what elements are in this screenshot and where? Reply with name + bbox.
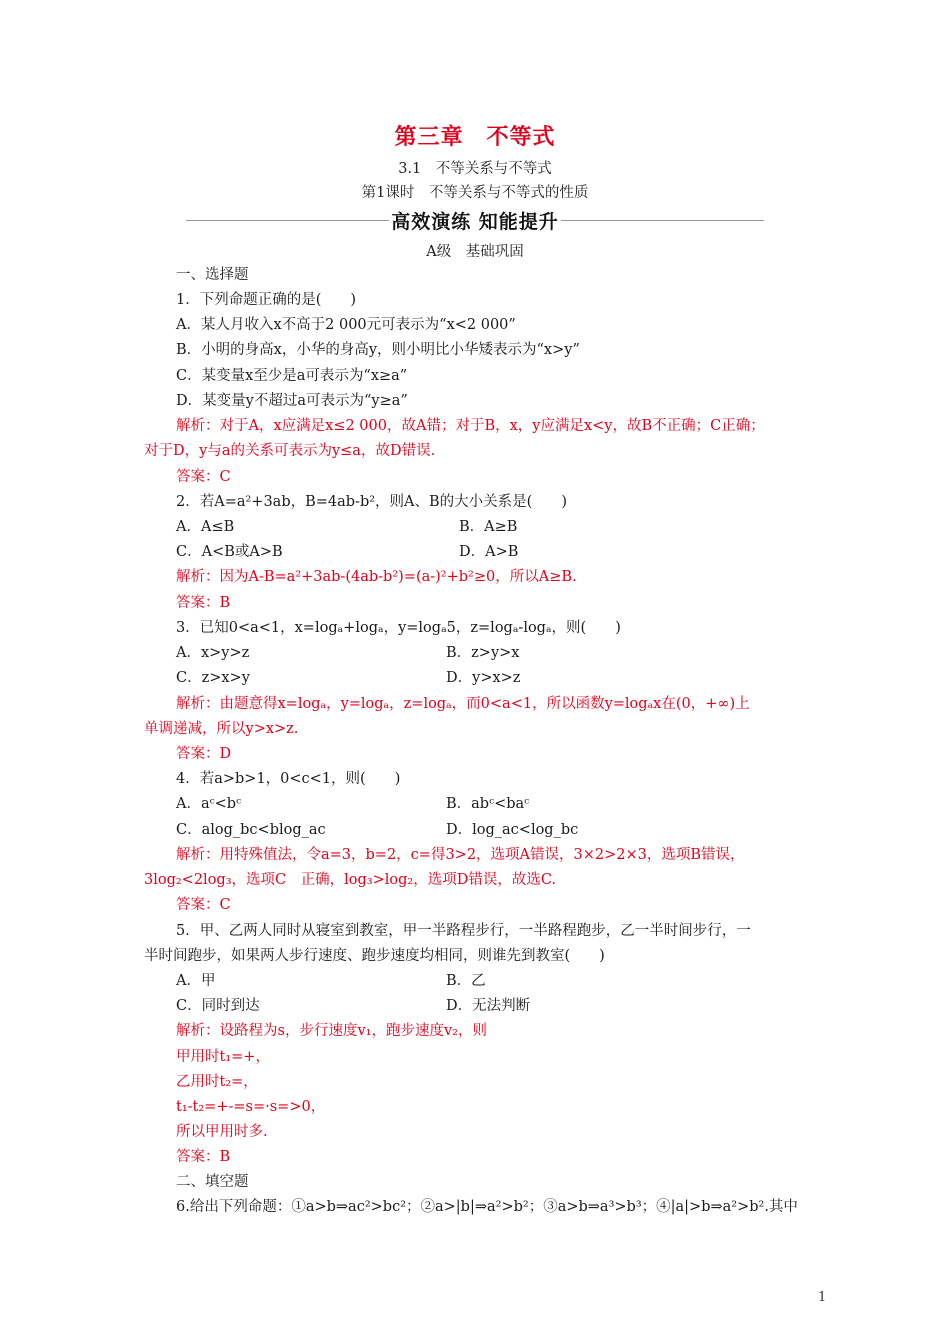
answer-line: 答案：C bbox=[176, 469, 231, 485]
explanation-line: 解析：设路程为s，步行速度v₁，跑步速度v₂，则 bbox=[176, 1023, 487, 1039]
chapter-title: 第三章 不等式 bbox=[394, 125, 556, 150]
option-d: D．y>x>z bbox=[446, 670, 521, 686]
option-a: A．aᶜ<bᶜ bbox=[176, 796, 242, 812]
option-b: B．A≥B bbox=[459, 519, 518, 535]
option-c: C．同时到达 bbox=[176, 998, 260, 1014]
option-d: D．无法判断 bbox=[446, 998, 531, 1014]
explanation-line: 解析：因为A-B=a²+3ab-(4ab-b²)=(a-)²+b²≥0，所以A≥B. bbox=[176, 569, 577, 585]
explanation-line: 解析：由题意得x=logₐ，y=logₐ，z=logₐ，而0<a<1，所以函数y=logₐx在(0，+∞)上 bbox=[176, 696, 750, 712]
question-stem: 4．若a>b>1，0<c<1，则( ) bbox=[176, 771, 401, 787]
explanation-line: t₁-t₂=+-=s=·s=>0， bbox=[176, 1099, 326, 1115]
explanation-line: 解析：对于A，x应满足x≤2 000，故A错；对于B，x，y应满足x<y，故B不正确；C正确； bbox=[176, 418, 765, 434]
question-stem: 5．甲、乙两人同时从寝室到教室，甲一半路程步行，一半路程跑步，乙一半时间步行，一 bbox=[176, 923, 751, 939]
answer-line: 答案：B bbox=[176, 595, 231, 611]
explanation-line: 对于D，y与a的关系可表示为y≤a，故D错误. bbox=[144, 443, 436, 459]
explanation-line: 乙用时t₂=， bbox=[176, 1074, 258, 1090]
page-number: 1 bbox=[818, 1290, 827, 1305]
explanation-line: 甲用时t₁=+， bbox=[176, 1049, 270, 1065]
option-d: D．A>B bbox=[459, 544, 519, 560]
question-stem: 6.给出下列命题：①a>b⇒ac²>bc²；②a>|b|⇒a²>b²；③a>b⇒a³>b³；④|a|>b⇒a²>b².其中 bbox=[176, 1199, 798, 1215]
option-b: B．乙 bbox=[446, 973, 486, 989]
option-a: A．甲 bbox=[176, 973, 216, 989]
banner-text: 高效演练 知能提升 bbox=[391, 210, 559, 233]
answer-line: 答案：D bbox=[176, 746, 232, 762]
option-b: B．小明的身高x，小华的身高y，则小明比小华矮表示为“x>y” bbox=[176, 342, 580, 358]
option-c: C．alog_bc<blog_ac bbox=[176, 822, 326, 838]
explanation-line: 解析：用特殊值法，令a=3，b=2，c=得3>2，选项A错误，3×2>2×3，选项B错误， bbox=[176, 847, 745, 863]
option-b: B．abᶜ<baᶜ bbox=[446, 796, 530, 812]
section-title: 3.1 不等关系与不等式 bbox=[398, 161, 552, 177]
answer-line: 答案：C bbox=[176, 897, 231, 913]
question-stem: 1．下列命题正确的是( ) bbox=[176, 292, 357, 308]
option-a: A．某人月收入x不高于2 000元可表示为“x<2 000” bbox=[176, 317, 516, 333]
explanation-line: 所以甲用时多. bbox=[176, 1124, 268, 1140]
explanation-line: 单调递减，所以y>x>z. bbox=[144, 721, 299, 737]
banner bbox=[186, 205, 764, 235]
option-a: A．x>y>z bbox=[176, 645, 250, 661]
option-a: A．A≤B bbox=[176, 519, 235, 535]
banner-rule-left bbox=[186, 220, 389, 221]
question-stem: 3．已知0<a<1，x=logₐ+logₐ，y=logₐ5，z=logₐ-logₐ，则( ) bbox=[176, 620, 621, 636]
level-heading: A级 基础巩固 bbox=[426, 244, 524, 260]
section-heading: 二、填空题 bbox=[176, 1174, 249, 1190]
option-b: B．z>y>x bbox=[446, 645, 520, 661]
section-heading: 一、选择题 bbox=[176, 267, 249, 283]
option-d: D．某变量y不超过a可表示为“y≥a” bbox=[176, 393, 408, 409]
option-d: D．log_ac<log_bc bbox=[446, 822, 579, 838]
option-c: C．z>x>y bbox=[176, 670, 250, 686]
option-c: C．某变量x至少是a可表示为“x≥a” bbox=[176, 368, 408, 384]
option-c: C．A<B或A>B bbox=[176, 544, 283, 560]
answer-line: 答案：B bbox=[176, 1149, 231, 1165]
explanation-line: 3log₂<2log₃，选项C 正确，log₃>log₂，选项D错误，故选C. bbox=[144, 872, 557, 888]
lesson-title: 第1课时 不等关系与不等式的性质 bbox=[361, 185, 589, 201]
question-stem: 2．若A=a²+3ab，B=4ab-b²，则A、B的大小关系是( ) bbox=[176, 494, 567, 510]
question-stem-continued: 半时间跑步，如果两人步行速度、跑步速度均相同，则谁先到教室( ) bbox=[144, 948, 605, 964]
banner-rule-right bbox=[561, 220, 764, 221]
